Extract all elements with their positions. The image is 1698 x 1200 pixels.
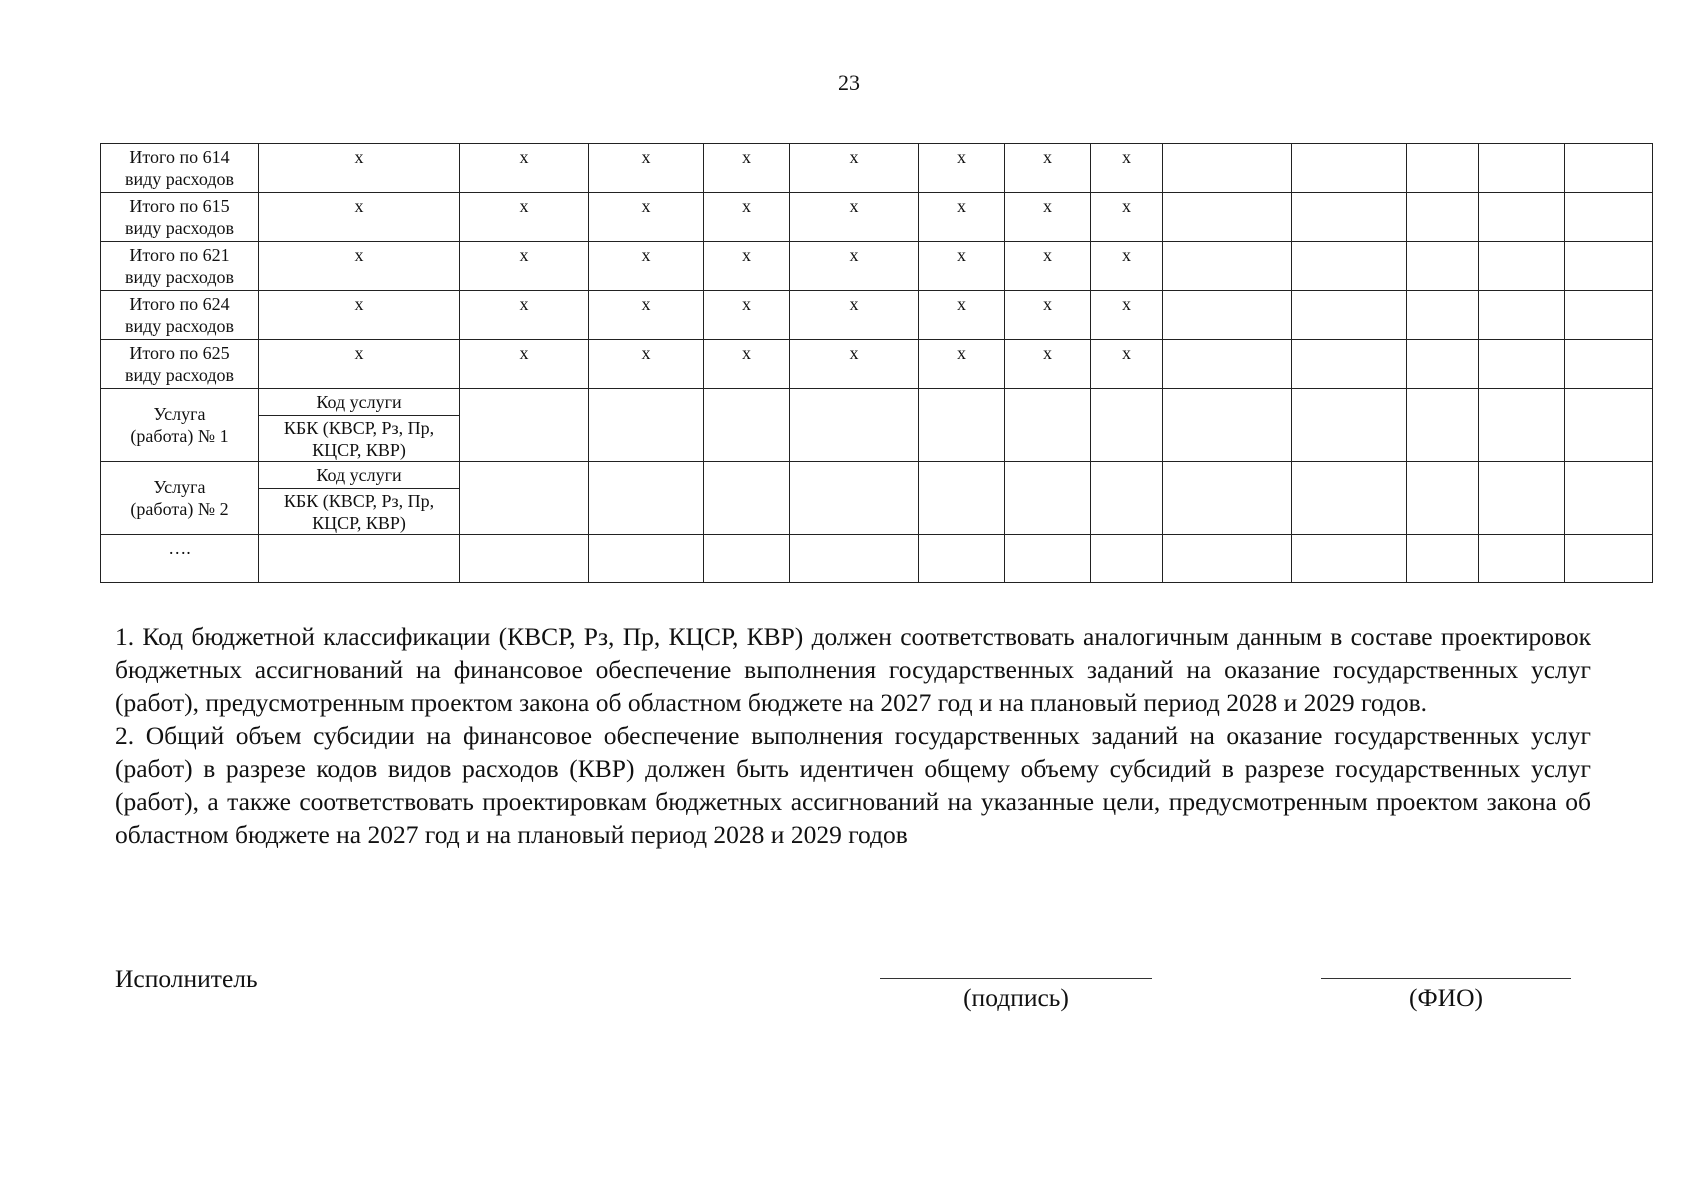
empty-cell[interactable] bbox=[1091, 535, 1163, 583]
table-row bbox=[101, 340, 1653, 389]
signature-line[interactable] bbox=[880, 978, 1152, 979]
total-label-cell: Итого по 621 виду расходов bbox=[101, 242, 259, 291]
x-mark: х bbox=[704, 242, 790, 291]
x-mark: х bbox=[1005, 291, 1091, 340]
x-mark: х bbox=[460, 340, 589, 389]
executor-label: Исполнитель bbox=[115, 964, 258, 993]
empty-cell[interactable] bbox=[919, 462, 1005, 535]
total-label-cell: Итого по 615 виду расходов bbox=[101, 193, 259, 242]
page-number: 23 bbox=[838, 70, 860, 95]
empty-cell[interactable] bbox=[1163, 193, 1292, 242]
budget-table bbox=[100, 143, 1653, 583]
empty-cell[interactable] bbox=[589, 389, 704, 462]
x-mark: х bbox=[460, 144, 589, 193]
empty-cell[interactable] bbox=[1479, 389, 1565, 462]
empty-cell[interactable] bbox=[1565, 144, 1653, 193]
x-mark: х bbox=[1091, 144, 1163, 193]
table-row bbox=[101, 242, 1653, 291]
empty-cell[interactable] bbox=[1479, 535, 1565, 583]
empty-cell[interactable] bbox=[1005, 535, 1091, 583]
footnote-2: 2. Общий объем субсидии на финансовое обеспечение выполнения государственных заданий на оказание государственных услуг (работ) в разрезе кодов видов расходов (КВР) должен быть идентичен общему объему субсидий в разрезе государственных услуг (работ), а также соответствовать проектировкам бюджетных ассигнований на указанные цели, предусмотренным проектом закона об областном бюджете на 2027 год и на плановый период 2028 и 2029 годов bbox=[115, 721, 1591, 849]
empty-cell[interactable] bbox=[1479, 340, 1565, 389]
empty-cell[interactable] bbox=[1407, 340, 1479, 389]
empty-cell[interactable] bbox=[460, 462, 589, 535]
x-mark: х bbox=[589, 291, 704, 340]
empty-cell[interactable] bbox=[1005, 462, 1091, 535]
empty-cell[interactable] bbox=[1565, 462, 1653, 535]
signature-block bbox=[115, 962, 1591, 1042]
x-mark: х bbox=[1005, 242, 1091, 291]
empty-cell[interactable] bbox=[1479, 242, 1565, 291]
empty-cell[interactable] bbox=[1091, 462, 1163, 535]
empty-cell[interactable] bbox=[790, 389, 919, 462]
x-mark: х bbox=[589, 340, 704, 389]
ellipsis-cell: …. bbox=[101, 535, 259, 583]
empty-cell[interactable] bbox=[1163, 535, 1292, 583]
empty-cell[interactable] bbox=[1479, 193, 1565, 242]
empty-cell[interactable] bbox=[1292, 291, 1407, 340]
x-mark: х bbox=[1091, 340, 1163, 389]
empty-cell[interactable] bbox=[1407, 535, 1479, 583]
x-mark: х bbox=[259, 340, 460, 389]
empty-cell[interactable] bbox=[919, 535, 1005, 583]
x-mark: х bbox=[460, 242, 589, 291]
x-mark: х bbox=[259, 291, 460, 340]
empty-cell[interactable] bbox=[1565, 340, 1653, 389]
empty-cell[interactable] bbox=[1565, 389, 1653, 462]
x-mark: х bbox=[919, 144, 1005, 193]
x-mark: х bbox=[704, 291, 790, 340]
empty-cell[interactable] bbox=[1292, 535, 1407, 583]
empty-cell[interactable] bbox=[1005, 389, 1091, 462]
total-label-cell: Итого по 624 виду расходов bbox=[101, 291, 259, 340]
empty-cell[interactable] bbox=[589, 535, 704, 583]
empty-cell[interactable] bbox=[1479, 144, 1565, 193]
service-label-cell: Услуга (работа) № 2 bbox=[101, 462, 259, 535]
table-row bbox=[101, 535, 1653, 583]
empty-cell[interactable] bbox=[1292, 242, 1407, 291]
x-mark: х bbox=[460, 291, 589, 340]
x-mark: х bbox=[919, 340, 1005, 389]
empty-cell[interactable] bbox=[1163, 389, 1292, 462]
x-mark: х bbox=[790, 144, 919, 193]
service-code-label: Код услуги bbox=[259, 389, 460, 416]
empty-cell[interactable] bbox=[1407, 462, 1479, 535]
x-mark: х bbox=[1005, 144, 1091, 193]
empty-cell[interactable] bbox=[1407, 291, 1479, 340]
table-row bbox=[101, 144, 1653, 193]
x-mark: х bbox=[1091, 193, 1163, 242]
empty-cell[interactable] bbox=[1565, 242, 1653, 291]
empty-cell[interactable] bbox=[1407, 242, 1479, 291]
x-mark: х bbox=[589, 144, 704, 193]
x-mark: х bbox=[259, 242, 460, 291]
empty-cell[interactable] bbox=[1407, 144, 1479, 193]
empty-cell[interactable] bbox=[1292, 340, 1407, 389]
x-mark: х bbox=[1005, 193, 1091, 242]
x-mark: х bbox=[790, 340, 919, 389]
x-mark: х bbox=[704, 340, 790, 389]
x-mark: х bbox=[919, 291, 1005, 340]
empty-cell[interactable] bbox=[1292, 389, 1407, 462]
service-code-label: Код услуги bbox=[259, 462, 460, 489]
empty-cell[interactable] bbox=[1292, 193, 1407, 242]
empty-cell[interactable] bbox=[1163, 242, 1292, 291]
name-caption: (ФИО) bbox=[1409, 983, 1483, 1012]
x-mark: х bbox=[589, 242, 704, 291]
x-mark: х bbox=[790, 242, 919, 291]
empty-cell[interactable] bbox=[1091, 389, 1163, 462]
empty-cell[interactable] bbox=[790, 462, 919, 535]
empty-cell[interactable] bbox=[704, 462, 790, 535]
total-label-cell: Итого по 614 виду расходов bbox=[101, 144, 259, 193]
empty-cell[interactable] bbox=[790, 535, 919, 583]
empty-cell[interactable] bbox=[1163, 291, 1292, 340]
total-label-cell: Итого по 625 виду расходов bbox=[101, 340, 259, 389]
x-mark: х bbox=[1091, 291, 1163, 340]
x-mark: х bbox=[1005, 340, 1091, 389]
empty-cell[interactable] bbox=[460, 535, 589, 583]
x-mark: х bbox=[919, 193, 1005, 242]
empty-cell[interactable] bbox=[1292, 144, 1407, 193]
empty-cell[interactable] bbox=[1163, 340, 1292, 389]
empty-cell[interactable] bbox=[259, 535, 460, 583]
x-mark: х bbox=[589, 193, 704, 242]
empty-cell[interactable] bbox=[460, 389, 589, 462]
table-row bbox=[101, 462, 1653, 489]
empty-cell[interactable] bbox=[1565, 291, 1653, 340]
empty-cell[interactable] bbox=[1163, 144, 1292, 193]
empty-cell[interactable] bbox=[1479, 291, 1565, 340]
table-row bbox=[101, 389, 1653, 416]
empty-cell[interactable] bbox=[704, 389, 790, 462]
service-kbk-label: КБК (КВСР, Рз, Пр, КЦСР, КВР) bbox=[259, 489, 460, 535]
x-mark: х bbox=[259, 193, 460, 242]
empty-cell[interactable] bbox=[1292, 462, 1407, 535]
footnote-1: 1. Код бюджетной классификации (КВСР, Рз, Пр, КЦСР, КВР) должен соответствовать аналогичным данным в составе проектировок бюджетных ассигнований на финансовое обеспечение выполнения государственных заданий на оказание государственных услуг (работ), предусмотренным проектом закона об областном бюджете на 2027 год и на плановый период 2028 и 2029 годов. bbox=[115, 622, 1591, 717]
service-label-cell: Услуга (работа) № 1 bbox=[101, 389, 259, 462]
service-kbk-label: КБК (КВСР, Рз, Пр, КЦСР, КВР) bbox=[259, 416, 460, 462]
x-mark: х bbox=[790, 193, 919, 242]
signature-caption: (подпись) bbox=[963, 983, 1069, 1012]
empty-cell[interactable] bbox=[1407, 193, 1479, 242]
empty-cell[interactable] bbox=[919, 389, 1005, 462]
empty-cell[interactable] bbox=[1565, 535, 1653, 583]
empty-cell[interactable] bbox=[1479, 462, 1565, 535]
empty-cell[interactable] bbox=[589, 462, 704, 535]
x-mark: х bbox=[790, 291, 919, 340]
x-mark: х bbox=[704, 144, 790, 193]
table-row bbox=[101, 291, 1653, 340]
empty-cell[interactable] bbox=[1163, 462, 1292, 535]
name-line[interactable] bbox=[1321, 978, 1571, 979]
x-mark: х bbox=[919, 242, 1005, 291]
footnotes bbox=[115, 620, 1591, 851]
x-mark: х bbox=[259, 144, 460, 193]
table-row bbox=[101, 193, 1653, 242]
empty-cell[interactable] bbox=[704, 535, 790, 583]
empty-cell[interactable] bbox=[1565, 193, 1653, 242]
x-mark: х bbox=[1091, 242, 1163, 291]
empty-cell[interactable] bbox=[1407, 389, 1479, 462]
x-mark: х bbox=[460, 193, 589, 242]
x-mark: х bbox=[704, 193, 790, 242]
